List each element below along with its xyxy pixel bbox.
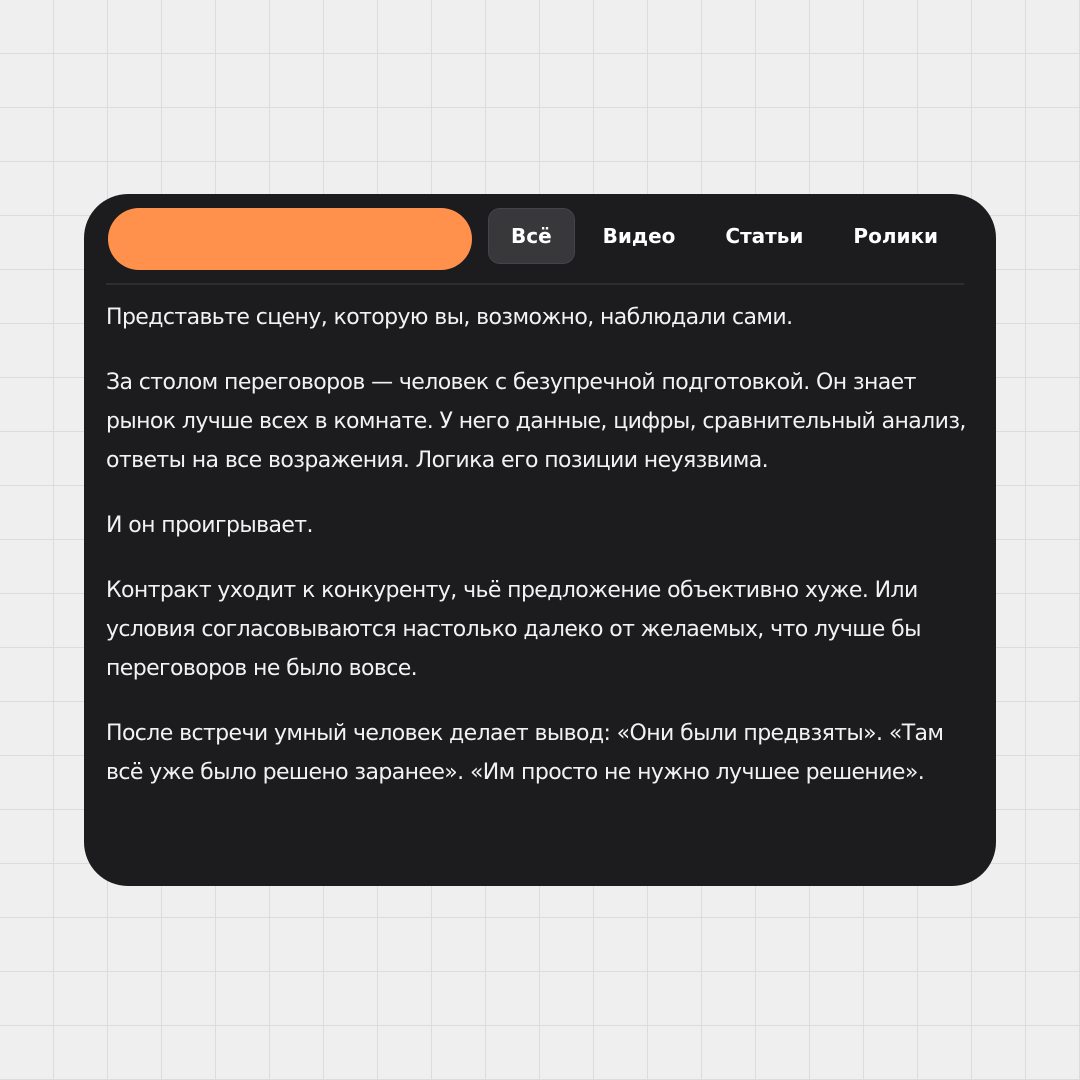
filter-tabs [488, 208, 960, 264]
paragraph: За столом переговоров — человек с безупречной подготовкой. Он знает рынок лучше всех в комнате. У него данные, цифры, сравнительный анализ, ответы на все возражения. Логика его позиции неуязвима. [106, 370, 966, 473]
search-results-card [84, 194, 996, 886]
paragraph: Представьте сцену, которую вы, возможно, наблюдали сами. [106, 305, 793, 330]
header-divider [106, 283, 964, 285]
search-input[interactable] [108, 208, 472, 270]
paragraph: И он проигрывает. [106, 513, 313, 538]
search-header [84, 194, 996, 284]
tab-video[interactable]: Видео [602, 224, 676, 248]
paragraph: После встречи умный человек делает вывод: «Они были предвзяты». «Там всё уже было решено заранее». «Им просто не нужно лучшее решение». [106, 721, 944, 785]
tab-clips[interactable]: Ролики [853, 224, 939, 248]
article-text [106, 298, 966, 818]
paragraph: Контракт уходит к конкуренту, чьё предложение объективно хуже. Или условия согласовываются настолько далеко от желаемых, что лучше бы переговоров не было вовсе. [106, 578, 921, 681]
tab-all[interactable]: Всё [488, 208, 575, 264]
tab-articles[interactable]: Статьи [725, 224, 804, 248]
